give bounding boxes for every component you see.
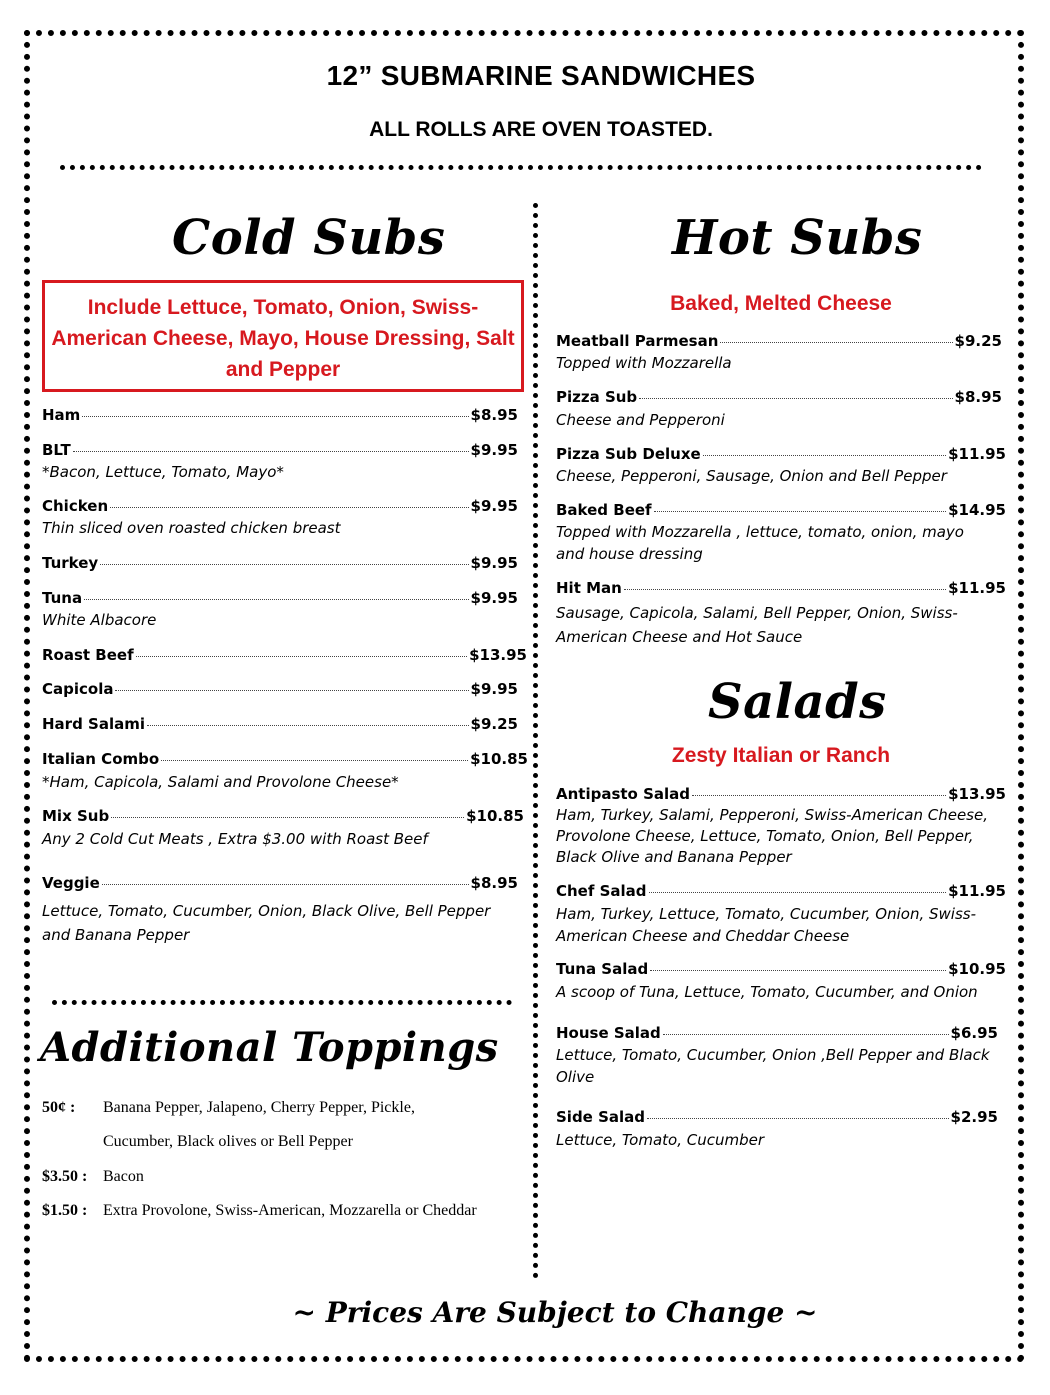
menu-item-veggie: Veggie $8.95 xyxy=(42,874,518,892)
menu-item-chef-salad: Chef Salad $11.95 xyxy=(556,882,1006,900)
menu-item-desc: Lettuce, Tomato, Cucumber, Onion ,Bell Pepper and Black Olive xyxy=(556,1046,990,1086)
hot-subs-heading: Hot Subs xyxy=(672,210,923,266)
menu-item-desc: Ham, Turkey, Lettuce, Tomato, Cucumber, Onion, Swiss-American Cheese and Cheddar Cheese xyxy=(556,905,976,945)
salads-heading: Salads xyxy=(708,674,887,730)
menu-item-hit-man: Hit Man $11.95 xyxy=(556,579,1006,597)
menu-item-desc: Any 2 Cold Cut Meats , Extra $3.00 with Roast Beef xyxy=(42,830,428,848)
menu-item-tuna-salad: Tuna Salad $10.95 xyxy=(556,960,1006,978)
column-divider xyxy=(533,203,538,1279)
topping-text: Bacon xyxy=(103,1168,144,1185)
menu-item-desc: A scoop of Tuna, Lettuce, Tomato, Cucumber, and Onion xyxy=(556,983,978,1001)
menu-item-house-salad: House Salad $6.95 xyxy=(556,1024,998,1042)
page-subtitle: ALL ROLLS ARE OVEN TOASTED. xyxy=(369,118,713,141)
topping-text: Extra Provolone, Swiss-American, Mozzarella or Cheddar xyxy=(103,1202,477,1219)
menu-item-desc: White Albacore xyxy=(42,611,157,629)
cold-subs-includes-box xyxy=(42,280,524,392)
menu-item-roast-beef: Roast Beef $13.95 xyxy=(42,646,527,664)
menu-item-desc: Topped with Mozzarella xyxy=(556,354,732,372)
menu-item-desc: Cheese, Pepperoni, Sausage, Onion and Bell Pepper xyxy=(556,467,947,485)
menu-item-mix-sub: Mix Sub $10.85 xyxy=(42,807,524,825)
menu-item-desc: Ham, Turkey, Salami, Pepperoni, Swiss-American Cheese, Provolone Cheese, Lettuce, Tomato, Onion, Bell Pepper, Black Olive and Banana Pepper xyxy=(556,806,988,866)
hot-subs-subtitle: Baked, Melted Cheese xyxy=(670,292,892,315)
menu-item-pizza-sub: Pizza Sub $8.95 xyxy=(556,388,1002,406)
menu-item-antipasto-salad: Antipasto Salad $13.95 xyxy=(556,785,1006,803)
toppings-divider xyxy=(52,1000,512,1005)
menu-item-tuna: Tuna $9.95 xyxy=(42,589,518,607)
menu-item-desc: Thin sliced oven roasted chicken breast xyxy=(42,519,341,537)
menu-item-desc: *Bacon, Lettuce, Tomato, Mayo* xyxy=(42,463,284,481)
menu-item-chicken: Chicken $9.95 xyxy=(42,497,518,515)
toppings-heading: Additional Toppings xyxy=(40,1024,499,1071)
cold-subs-heading: Cold Subs xyxy=(172,210,446,266)
header-divider xyxy=(60,165,982,170)
menu-item-meatball-parmesan: Meatball Parmesan $9.25 xyxy=(556,332,1002,350)
menu-item-desc: Lettuce, Tomato, Cucumber, Onion, Black Olive, Bell Pepper and Banana Pepper xyxy=(42,902,491,944)
topping-text: Cucumber, Black olives or Bell Pepper xyxy=(103,1133,353,1150)
topping-row: 50¢ : xyxy=(42,1099,76,1116)
topping-row: $3.50 : xyxy=(42,1168,88,1185)
topping-text: Banana Pepper, Jalapeno, Cherry Pepper, Pickle, xyxy=(103,1099,415,1116)
price-disclaimer: ~ Prices Are Subject to Change ~ xyxy=(292,1296,818,1329)
menu-item-italian-combo: Italian Combo $10.85 xyxy=(42,750,528,768)
menu-item-desc: Cheese and Pepperoni xyxy=(556,411,725,429)
page-title: 12” SUBMARINE SANDWICHES xyxy=(326,60,756,91)
topping-row: $1.50 : xyxy=(42,1202,88,1219)
menu-item-desc: Sausage, Capicola, Salami, Bell Pepper, Onion, Swiss-American Cheese and Hot Sauce xyxy=(556,604,958,646)
menu-item-turkey: Turkey $9.95 xyxy=(42,554,518,572)
menu-item-desc: Topped with Mozzarella , lettuce, tomato, onion, mayo and house dressing xyxy=(556,523,964,563)
menu-item-desc: *Ham, Capicola, Salami and Provolone Cheese* xyxy=(42,773,399,791)
menu-item-hard-salami: Hard Salami $9.25 xyxy=(42,715,518,733)
menu-item-baked-beef: Baked Beef $14.95 xyxy=(556,501,1006,519)
menu-item-ham: Ham $8.95 xyxy=(42,406,518,424)
menu-item-side-salad: Side Salad $2.95 xyxy=(556,1108,998,1126)
cold-subs-includes-text: Include Lettuce, Tomato, Onion, Swiss-American Cheese, Mayo, House Dressing, Salt and Pepper xyxy=(51,296,515,381)
menu-item-desc: Lettuce, Tomato, Cucumber xyxy=(556,1131,765,1149)
menu-item-blt: BLT $9.95 xyxy=(42,441,518,459)
menu-item-pizza-sub-deluxe: Pizza Sub Deluxe $11.95 xyxy=(556,445,1006,463)
menu-item-capicola: Capicola $9.95 xyxy=(42,680,518,698)
salads-subtitle: Zesty Italian or Ranch xyxy=(671,744,891,767)
